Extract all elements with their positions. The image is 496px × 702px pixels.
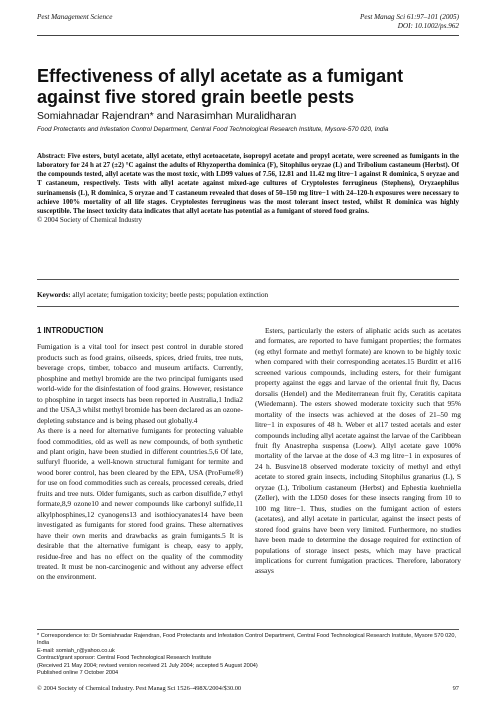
published-date: Published online 7 October 2004 — [37, 670, 119, 677]
page-number: 97 — [452, 685, 459, 692]
correspondence-note: * Correspondence to: Dr Somiahnadar Rajendran, Food Protectants and Infestation Control Department, Central Food Technological Research Institute, Mysore 570 020, India — [37, 633, 457, 647]
keywords-label: Keywords: — [37, 291, 71, 299]
article-title: Effectiveness of allyl acetate as a fumigant against five stored grain beetle pests — [37, 66, 404, 107]
citation-block — [360, 13, 459, 30]
keywords-text: allyl acetate; fumigation toxicity; beetle pests; population extinction — [72, 291, 269, 299]
abstract — [37, 152, 459, 225]
journal-name: Pest Management Science — [37, 13, 113, 21]
body-column-left — [37, 326, 243, 583]
email-link[interactable]: E-mail: somiah_r@yahoo.co.uk — [37, 647, 115, 654]
abstract-text: Five esters, butyl acetate, allyl acetate, ethyl acetoacetate, isopropyl acetate and propyl acetate, were screened as fumigants in the laboratory for 24 h at 27 (±2) °C against the adults of Rhyzopertha dominica (F), Sitophilus oryzae (L) and Tribolium castaneum (Herbst). Of the compounds tested, allyl acetate was the most toxic, with LD99 values of 7.56, 12.81 and 11.42 mg litre−1 against R dominica, S oryzae and T castaneum, respectively. Tests with allyl acetate against mixed-age cultures of Cryptolestes ferrugineus (Stephens), Oryzaephilus surinamensis (L), R dominica, S oryzae and T castaneum revealed that doses of 50–150 mg litre−1 with 24–120-h exposures were necessary to achieve 100% mortality of all life stages. Cryptolestes ferrugineus was the most tolerant insect tested, whilst R dominica was highly susceptible. The insect toxicity data indicates that allyl acetate has potential as a fumigant of stored food grains. — [37, 152, 459, 215]
header-rule — [37, 35, 459, 36]
author-list: Somiahnadar Rajendran* and Narasimhan Muralidharan — [37, 111, 297, 122]
footnotes — [37, 633, 459, 677]
footer-copyright: © 2004 Society of Chemical Industry. Pest Manag Sci 1526–498X/2004/$30.00 — [37, 685, 242, 692]
page-footer — [37, 685, 459, 692]
journal-citation: Pest Manag Sci 61:97–101 (2005) — [359, 13, 459, 21]
footnote-rule — [37, 629, 459, 630]
abstract-rule — [37, 279, 459, 280]
section-heading: 1 INTRODUCTION — [37, 326, 104, 335]
paragraph: As there is a need for alternative fumigants for protecting valuable food commodities, old as well as new compounds, of both synthetic and plant origin, have been studied in different countries.5,6 Of late, sulfuryl fluoride, a well-known structural fumigant for termite and wood borer control, has been cleared by the EPA, USA (ProFume®) for use on food commodities such as cereals, processed cereals, dried fruits and tree nuts. Older fumigants, such as carbon disulfide,7 ethyl formate,8,9 ozone10 and newer compounds like carbonyl sulfide,11 alkylphosphines,12 cyanogens13 and isothiocyanates14 have been investigated as fumigants for stored food grains. These alternatives have their own merits and drawbacks as grain fumigants.5 It is desirable that the alternative fumigant is cheap, easy to apply, residue-free and has no effect on the quality of the commodity treated. It must be non-carcinogenic and without any adverse effect on the environment. — [37, 426, 243, 582]
affiliation: Food Protectants and Infestation Control Department, Central Food Technological Research Institute, Mysore-570 020, India — [37, 126, 389, 133]
abstract-copyright: © 2004 Society of Chemical Industry — [37, 216, 143, 225]
grant-note: Contract/grant sponsor: Central Food Technological Research Institute — [37, 655, 212, 662]
abstract-label: Abstract: — [37, 152, 66, 160]
doi-text[interactable]: DOI: 10.1002/ps.962 — [397, 21, 459, 30]
keywords-rule — [37, 306, 459, 307]
paragraph: Esters, particularly the esters of aliphatic acids such as acetates and formates, are reported to have fumigant properties; the formates (eg ethyl formate and methyl formate) are known to be highly toxic when compared with their corresponding acetates.15 Burditt et al16 screened various compounds, including esters, for their fumigant property against the eggs and larvae of the oriental fruit fly, Dacus dorsalis (Hendel) and the Mediterranean fruit fly, Ceratitis capitata (Wiedemann). The esters showed moderate toxicity such that 95% mortality of the insects was achieved at the doses of 21–50 mg litre−1 in exposures of 48 h. Weber et al17 tested acetals and ester compounds including allyl acetate against the larvae of the Caribbean fruit fly Anastrepha suspensa (Loew). Allyl acetate gave 100% mortality of the larvae at the dose of 4.3 mg litre−1 in exposures of 24 h. Busvine18 observed moderate toxicity of methyl and ethyl acetate to stored grain insects, including Sitophilus granarius (L), S oryzae (L), Tribolium castaneum (Herbst) and Ephestia kuehniella (Zeller), with the LD50 doses for these insects ranging from 10 to 100 mg litre−1. Thus, studies on the fumigant action of esters (acetates), and allyl acetate in particular, against the insect pests of stored food grains have been very limited. Furthermore, no studies have been made to determine the dosage required for extinction of populations of storage insect pests, which may have practical implications for current fumigation practices. Therefore, laboratory assays — [255, 326, 461, 576]
received-dates: (Received 21 May 2004; revised version received 21 July 2004; accepted 5 August 2004) — [37, 662, 258, 669]
paragraph: Fumigation is a vital tool for insect pest control in durable stored products such as food grains, oilseeds, spices, dried fruits, tree nuts, beverage crops, timber, tobacco and museum artifacts. Currently, phosphine and methyl bromide are the two principal fumigants used world-wide for the disinfestation of food grains. However, resistance to phosphine in target insects has been reported in Australia,1 India2 and the USA,3 whilst methyl bromide has been declared as an ozone-depleting substance and is being phased out globally.4 — [37, 342, 243, 425]
body-column-right — [255, 326, 461, 577]
keywords — [37, 291, 268, 299]
